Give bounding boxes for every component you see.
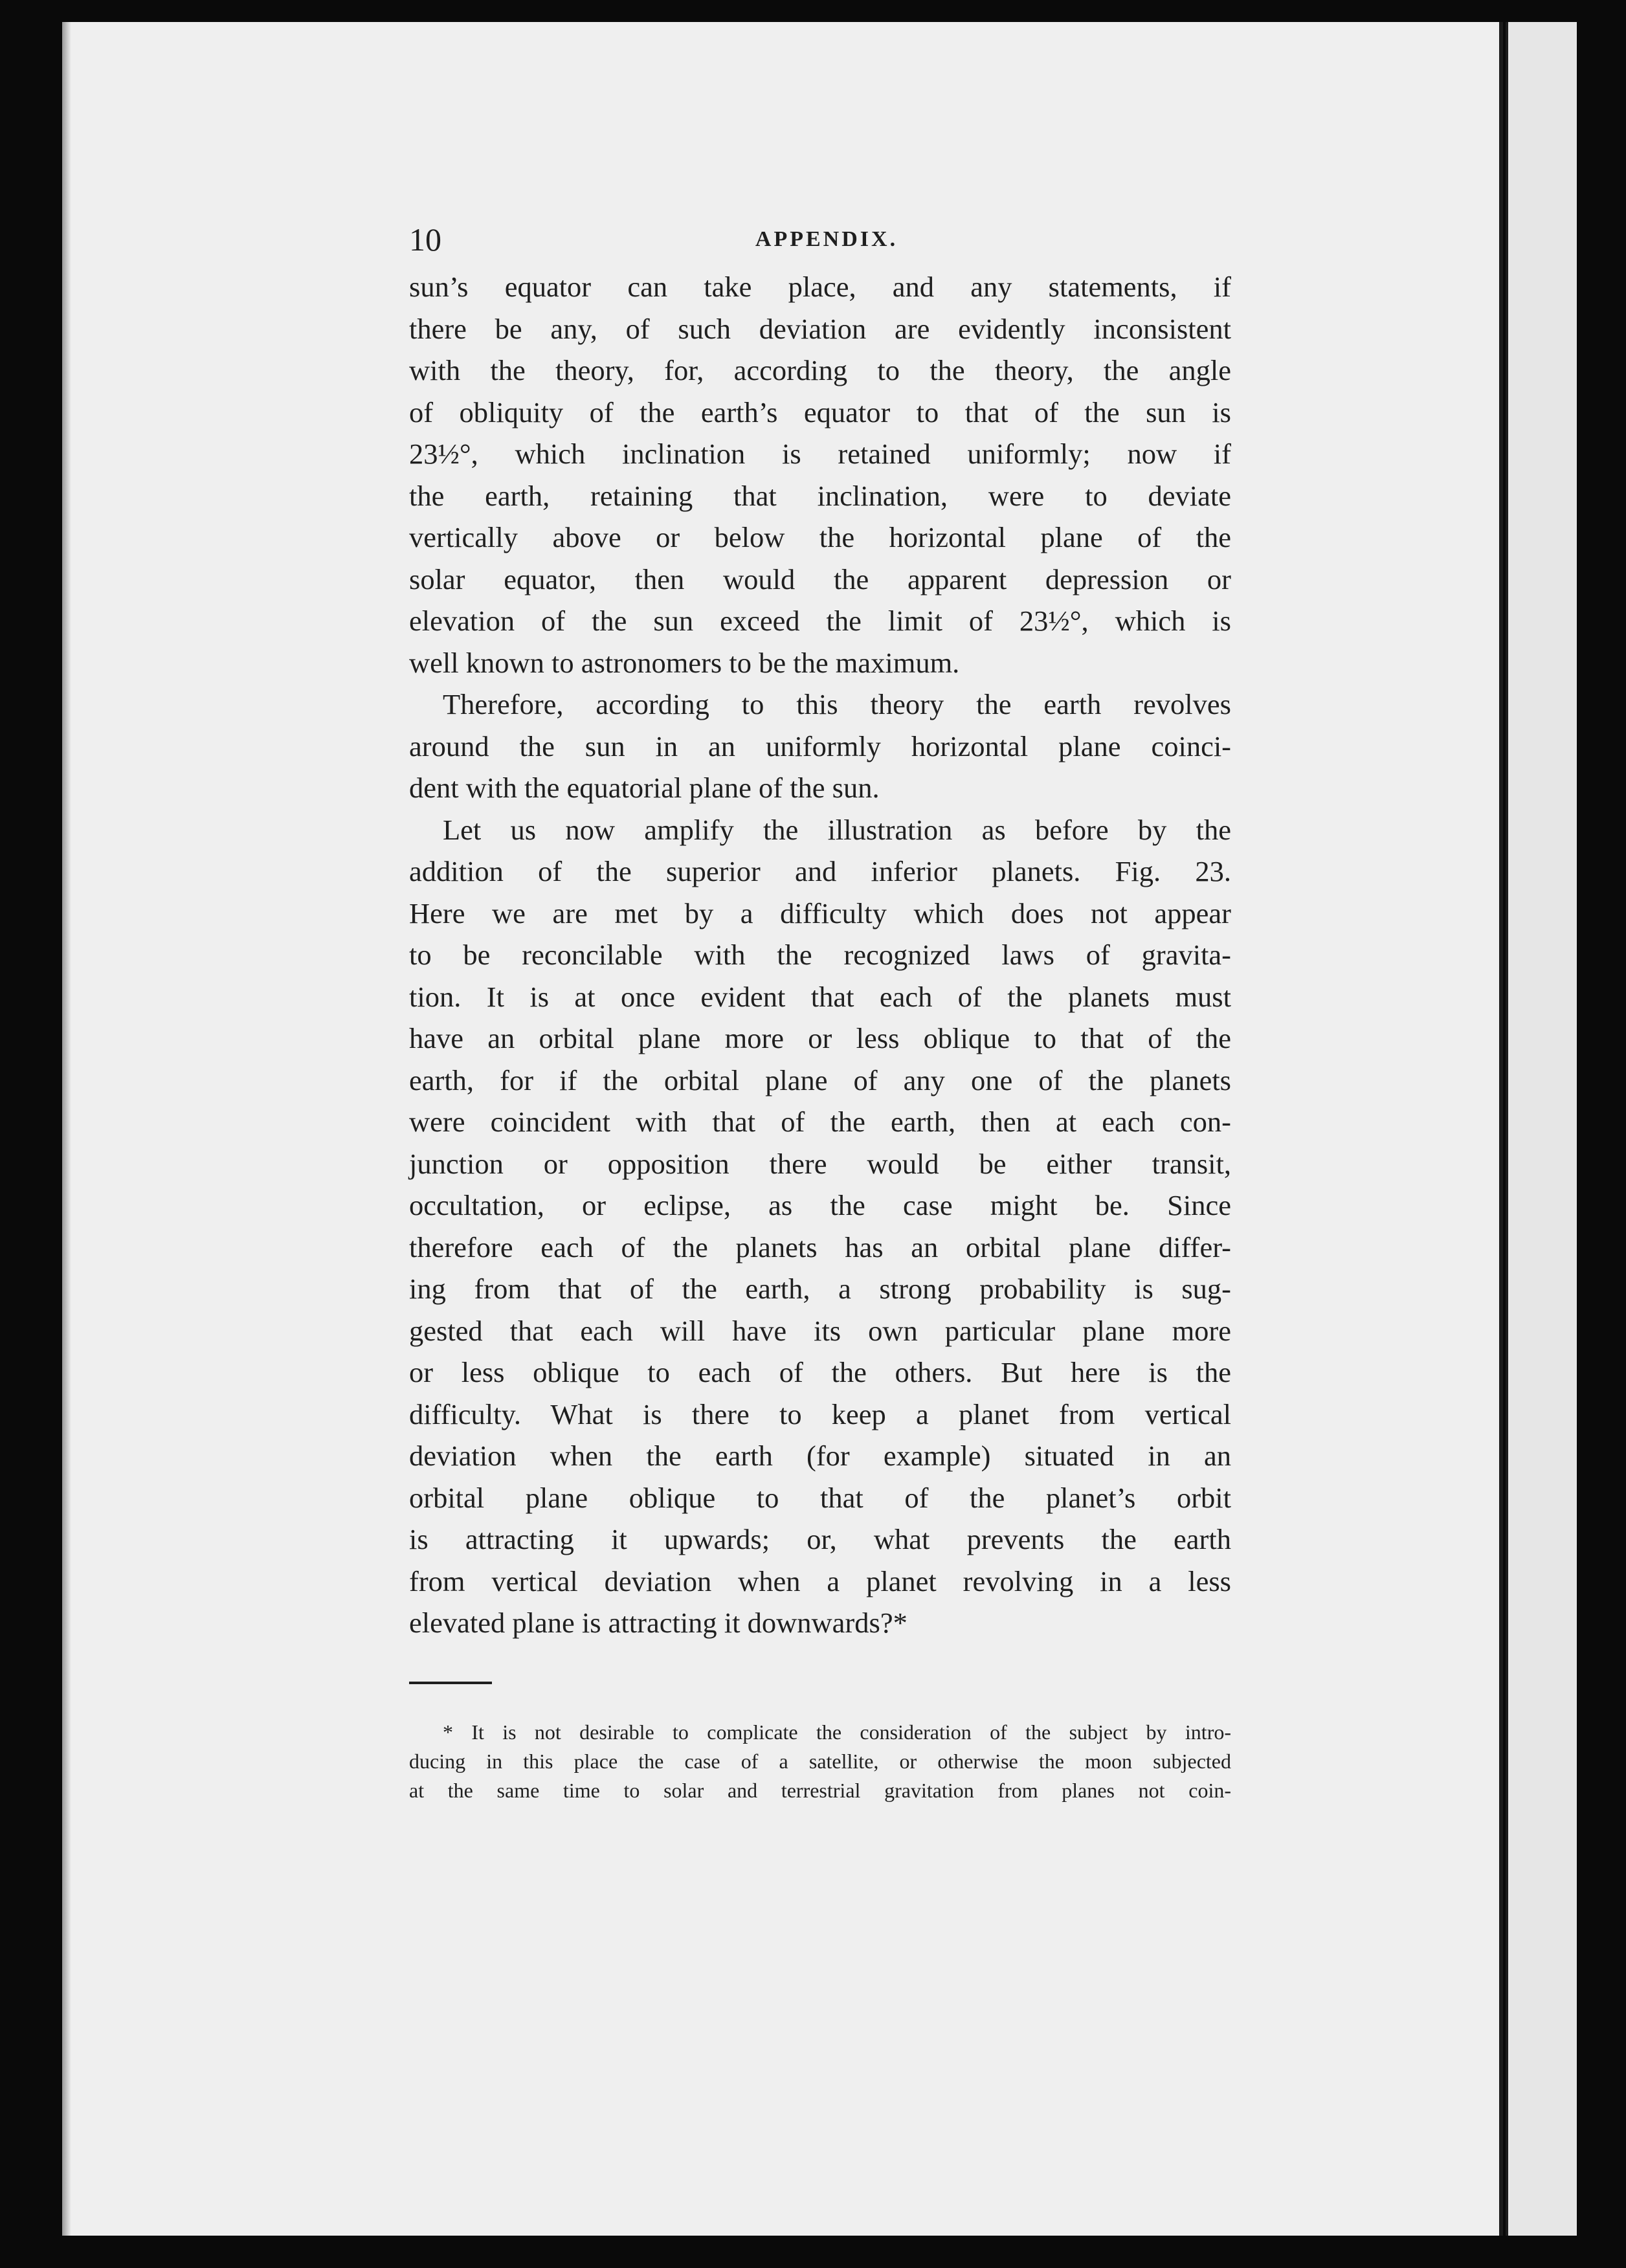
body-line: tion. It is at once evident that each of the planets must (409, 980, 1231, 1013)
page-number: 10 (409, 221, 441, 258)
footnote-line: * It is not desirable to complicate the consideration of the subject by intro- (443, 1720, 1231, 1744)
body-line: to be reconcilable with the recognized laws of gravita- (409, 939, 1231, 971)
body-line: earth, for if the orbital plane of any one of the planets (409, 1063, 1231, 1096)
body-line: is attracting it upwards; or, what prevents the earth (409, 1523, 1231, 1555)
body-line: of obliquity of the earth’s equator to that of the sun is (409, 395, 1231, 428)
body-line: vertically above or below the horizontal plane of the (409, 521, 1231, 553)
page-header (409, 217, 1231, 262)
body-line: or less oblique to each of the others. But here is the (409, 1356, 1231, 1388)
footnote-rule (409, 1682, 492, 1684)
body-line: around the sun in an uniformly horizontal plane coinci- (409, 729, 1231, 762)
running-head: APPENDIX. (755, 227, 898, 251)
facing-page-border (1506, 22, 1508, 2236)
footnote-line: at the same time to solar and terrestrial gravitation from planes not coin- (409, 1778, 1231, 1802)
body-line: gested that each will have its own particular plane more (409, 1314, 1231, 1347)
body-line: elevated plane is attracting it downwards?* (409, 1606, 908, 1639)
body-line: well known to astronomers to be the maximum. (409, 646, 960, 679)
body-line: therefore each of the planets has an orbital plane differ- (409, 1230, 1231, 1263)
body-line: Therefore, according to this theory the earth revolves (443, 688, 1231, 720)
body-line: Let us now amplify the illustration as before by the (443, 813, 1231, 846)
body-line: solar equator, then would the apparent depression or (409, 562, 1231, 595)
body-text (409, 266, 1231, 1644)
body-line: have an orbital plane more or less oblique to that of the (409, 1022, 1231, 1054)
body-line: with the theory, for, according to the theory, the angle (409, 354, 1231, 386)
text-block (409, 217, 1231, 1805)
body-line: junction or opposition there would be either transit, (409, 1147, 1231, 1180)
body-line: the earth, retaining that inclination, were to deviate (409, 479, 1231, 512)
footnote (409, 1718, 1231, 1805)
gutter-shadow (62, 22, 71, 2236)
body-line: orbital plane oblique to that of the planet’s orbit (409, 1481, 1231, 1514)
body-line: elevation of the sun exceed the limit of 23½°, which is (409, 605, 1231, 637)
body-line: from vertical deviation when a planet revolving in a less (409, 1564, 1231, 1597)
body-line: Here we are met by a difficulty which does not appear (409, 896, 1231, 929)
body-line: difficulty. What is there to keep a planet from vertical (409, 1397, 1231, 1430)
body-line: 23½°, which inclination is retained uniformly; now if (409, 438, 1231, 470)
facing-page-edge (1506, 22, 1577, 2236)
body-line: were coincident with that of the earth, then at each con- (409, 1106, 1231, 1138)
body-line: addition of the superior and inferior planets. Fig. 23. (409, 855, 1231, 887)
footnote-line: ducing in this place the case of a satellite, or otherwise the moon subjected (409, 1749, 1231, 1773)
body-line: sun’s equator can take place, and any statements, if (409, 271, 1231, 303)
body-line: dent with the equatorial plane of the sun. (409, 772, 880, 804)
body-line: deviation when the earth (for example) situated in an (409, 1440, 1231, 1472)
body-line: ing from that of the earth, a strong probability is sug- (409, 1273, 1231, 1305)
body-line: occultation, or eclipse, as the case might be. Since (409, 1189, 1231, 1221)
body-line: there be any, of such deviation are evidently inconsistent (409, 312, 1231, 345)
